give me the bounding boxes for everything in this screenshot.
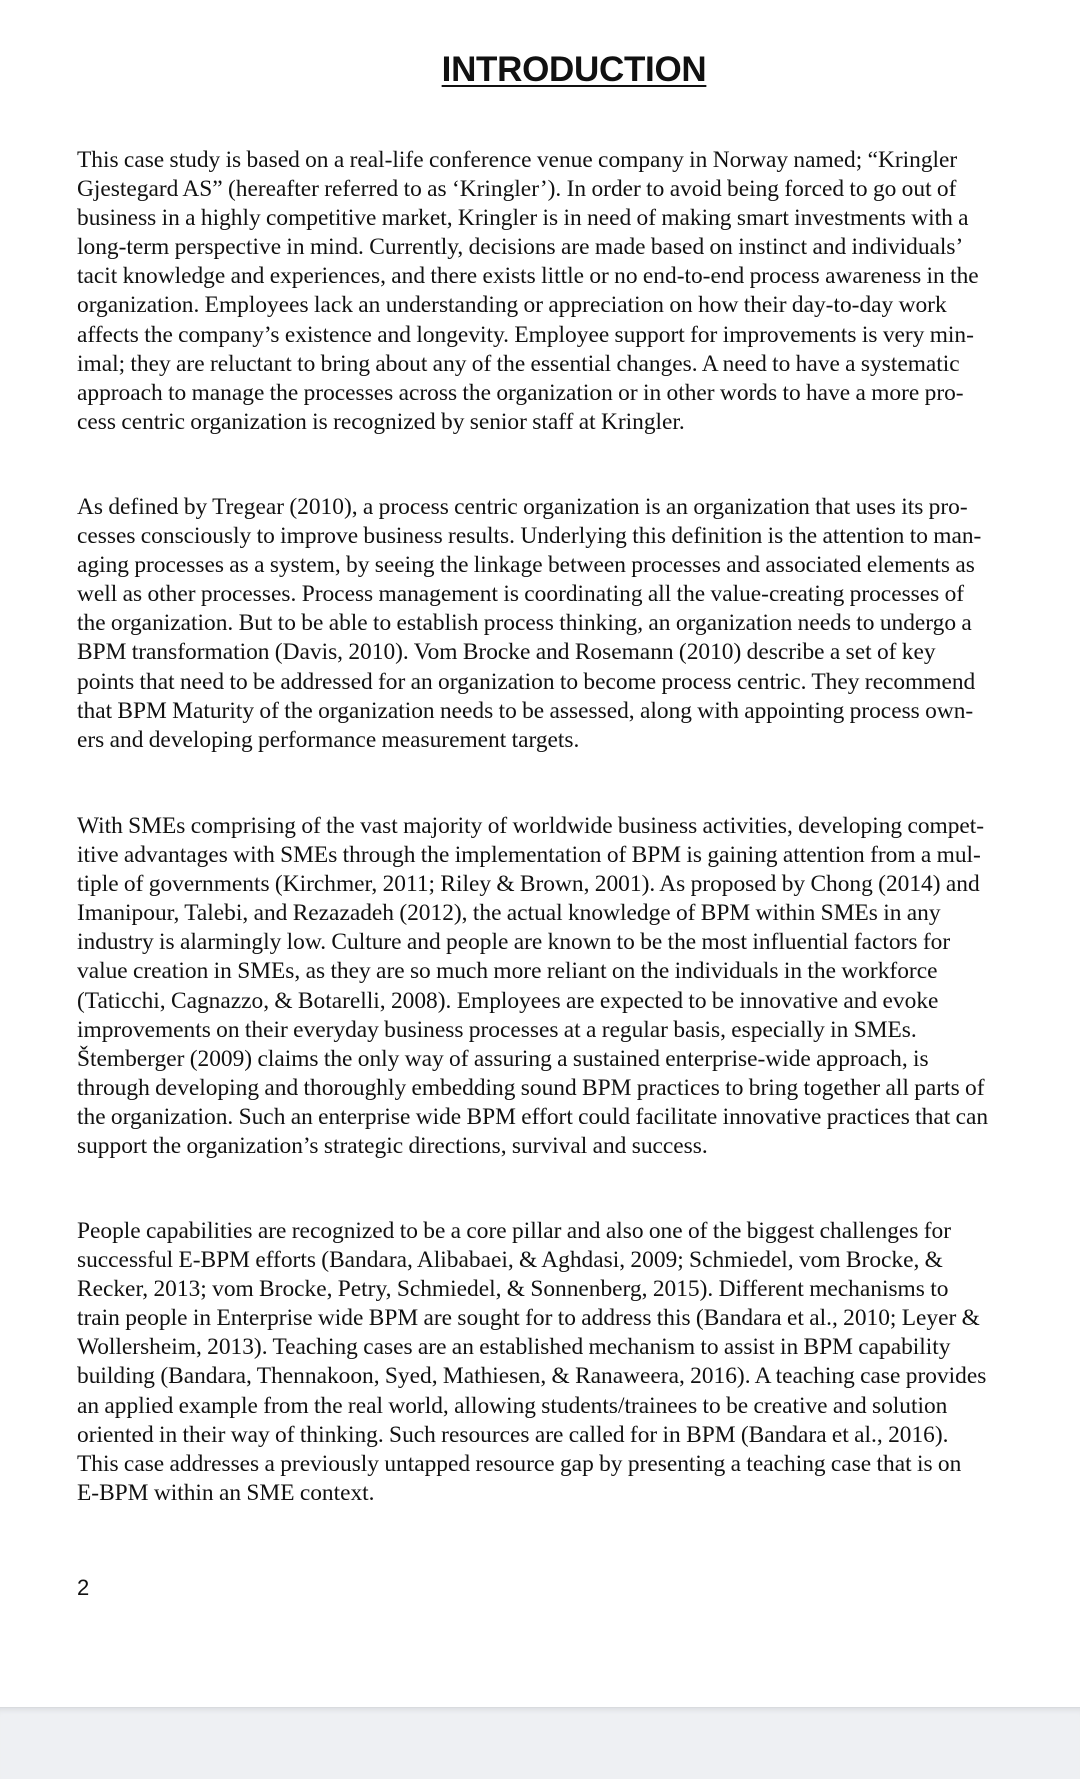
text-line: the organization. But to be able to establish process thinking, an organization needs to undergo a: [77, 610, 972, 637]
text-line: value creation in SMEs, as they are so much more reliant on the individuals in the workforce: [77, 958, 938, 985]
text-line: cess centric organization is recognized by senior staff at Kringler.: [77, 408, 685, 435]
text-line: As defined by Tregear (2010), a process centric organization is an organization that uses its pro-: [77, 494, 968, 520]
text-line: approach to manage the processes across the organization or in other words to have a more pro-: [77, 379, 964, 406]
text-line: This case addresses a previously untapped resource gap by presenting a teaching case that is on: [77, 1450, 962, 1477]
text-line: an applied example from the real world, allowing students/trainees to be creative and solution: [77, 1392, 948, 1419]
text-line: the organization. Such an enterprise wide BPM effort could facilitate innovative practices that can: [77, 1103, 989, 1130]
page-number: 2: [77, 1575, 90, 1600]
text-line: E-BPM within an SME context.: [77, 1479, 375, 1506]
text-line: business in a highly competitive market, Kringler is in need of making smart investments with a: [77, 205, 969, 232]
text-line: long-term perspective in mind. Currently, decisions are made based on instinct and individuals’: [77, 234, 964, 261]
text-line: aging processes as a system, by seeing the linkage between processes and associated elements as: [77, 552, 975, 579]
text-line: ers and developing performance measurement targets.: [77, 726, 580, 753]
text-line: points that need to be addressed for an organization to become process centric. They recommend: [77, 668, 976, 695]
paragraph-4: [77, 1217, 1073, 1508]
text-line: cesses consciously to improve business results. Underlying this definition is the attention to man-: [77, 523, 982, 550]
text-line: support the organization’s strategic directions, survival and success.: [77, 1133, 708, 1160]
text-line: successful E-BPM efforts (Bandara, Alibabaei, & Aghdasi, 2009; Schmiedel, vom Brocke, &: [77, 1247, 943, 1274]
text-line: improvements on their everyday business processes at a regular basis, especially in SMEs.: [77, 1016, 917, 1043]
text-line: affects the company’s existence and longevity. Employee support for improvements is very min-: [77, 321, 974, 348]
text-line: organization. Employees lack an understanding or appreciation on how their day-to-day work: [77, 292, 947, 319]
text-line: BPM transformation (Davis, 2010). Vom Brocke and Rosemann (2010) describe a set of key: [77, 639, 936, 666]
text-line: Imanipour, Talebi, and Rezazadeh (2012), the actual knowledge of BPM within SMEs in any: [77, 900, 941, 927]
text-line: Recker, 2013; vom Brocke, Petry, Schmiedel, & Sonnenberg, 2015). Different mechanisms to: [77, 1276, 949, 1303]
viewer-background: [0, 1707, 1080, 1779]
text-line: that BPM Maturity of the organization needs to be assessed, along with appointing process own-: [77, 697, 974, 724]
text-line: tacit knowledge and experiences, and there exists little or no end-to-end process awareness in the: [77, 263, 979, 290]
paragraph-3: [77, 812, 1073, 1161]
text-line: tiple of governments (Kirchmer, 2011; Riley & Brown, 2001). As proposed by Chong (2014) and: [77, 871, 980, 898]
text-line: itive advantages with SMEs through the implementation of BPM is gaining attention from a mul-: [77, 842, 981, 869]
text-line: Štemberger (2009) claims the only way of assuring a sustained enterprise-wide approach, is: [77, 1045, 929, 1072]
paragraph-2: [77, 493, 1073, 755]
text-line: Gjestegard AS” (hereafter referred to as ‘Kringler’). In order to avoid being forced to go out of: [77, 176, 957, 203]
text-line: building (Bandara, Thennakoon, Syed, Mathiesen, & Ranaweera, 2016). A teaching case provides: [77, 1363, 987, 1390]
text-line: train people in Enterprise wide BPM are sought for to address this (Bandara et al., 2010; Leyer &: [77, 1305, 980, 1332]
text-line: (Taticchi, Cagnazzo, & Botarelli, 2008). Employees are expected to be innovative and evoke: [77, 987, 939, 1014]
text-line: imal; they are reluctant to bring about any of the essential changes. A need to have a systematic: [77, 350, 960, 377]
section-heading: INTRODUCTION: [441, 50, 707, 89]
text-line: oriented in their way of thinking. Such resources are called for in BPM (Bandara et al., 2016).: [77, 1421, 949, 1448]
text-line: industry is alarmingly low. Culture and people are known to be the most influential factors for: [77, 929, 951, 956]
text-line: People capabilities are recognized to be a core pillar and also one of the biggest challenges for: [77, 1218, 951, 1244]
text-line: Wollersheim, 2013). Teaching cases are an established mechanism to assist in BPM capability: [77, 1334, 951, 1361]
text-line: With SMEs comprising of the vast majority of worldwide business activities, developing compet-: [77, 813, 985, 839]
text-line: through developing and thoroughly embedding sound BPM practices to bring together all parts of: [77, 1074, 985, 1101]
text-line: well as other processes. Process management is coordinating all the value-creating processes of: [77, 581, 965, 608]
paragraph-1: [77, 146, 1073, 437]
text-line: This case study is based on a real-life conference venue company in Norway named; “Kringler: [77, 147, 958, 173]
